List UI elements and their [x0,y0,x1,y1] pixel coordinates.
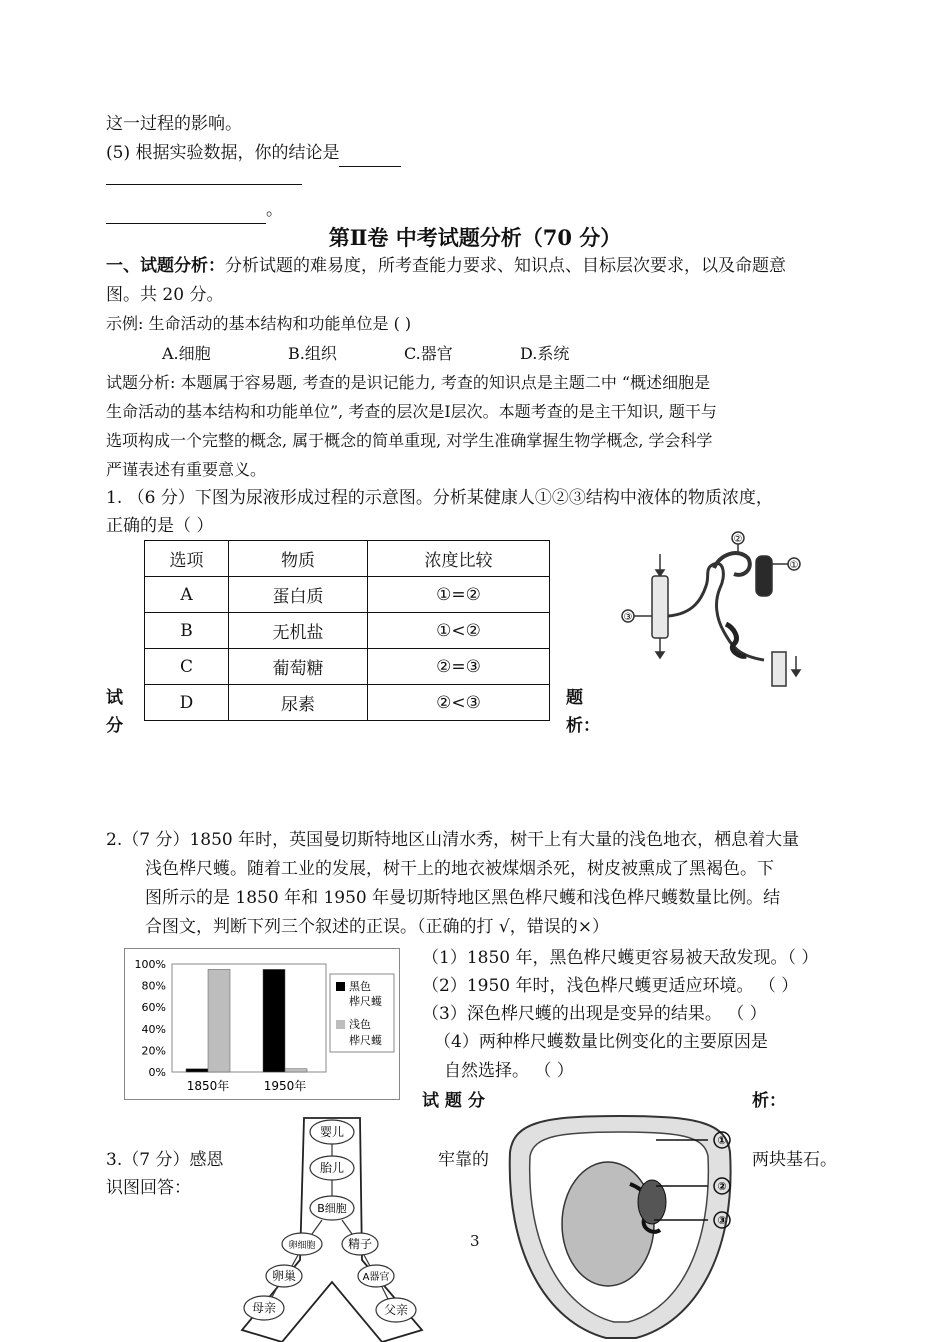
y-tick-label: 20% [141,1044,166,1058]
table-header: 物质 [229,541,368,577]
bar-light-1 [285,1069,307,1072]
renal-tubule [668,563,764,660]
uterus-fetus-diagram [496,1112,746,1342]
legend-label: 桦尺蠖 [349,995,382,1008]
period: 。 [266,200,283,220]
x-tick-label: 1850年 [186,1079,230,1093]
q2-stem: 浅色桦尺蠖。随着工业的发展，树干上的地衣被煤烟杀死，树皮被熏成了黑褐色。下 [145,859,774,879]
table-header: 选项 [145,541,229,577]
table-row [145,649,550,685]
answer-blank[interactable] [339,148,401,167]
node-label: 卵细胞 [288,1241,316,1251]
diagram-label: ① [717,1134,727,1147]
table-cell: A [145,577,229,613]
diagram-label: ② [717,1180,727,1193]
table-header-row [145,541,550,577]
table-cell: 尿素 [229,685,368,721]
example-option-b: B.组织 [288,344,337,363]
example-option-c: C.器官 [404,344,453,363]
table-cell: 无机盐 [229,613,368,649]
legend-label: 浅色 [349,1018,371,1031]
blood-vessel [756,556,772,596]
node-label: 父亲 [383,1303,409,1317]
q3-stem: 牢靠的 [438,1150,489,1170]
part1-line2: 图。共 20 分。 [106,285,224,305]
q2-stem: 2.（7 分）1850 年时，英国曼切斯特地区山清水秀，树干上有大量的浅色地衣，栖息着大量 [106,830,800,850]
example-option-a: A.细胞 [162,344,211,363]
y-tick-label: 60% [141,1001,166,1015]
example-stem: 示例: 生命活动的基本结构和功能单位是 ( ) [106,314,412,333]
q2-statement: （3）深色桦尺蠖的出现是变异的结果。 （ ） [422,1004,767,1024]
node-label: B细胞 [317,1202,347,1215]
nephron-diagram [614,528,810,698]
question-5-text: (5) 根据实验数据，你的结论是 [106,143,340,163]
diagram-label: ③ [717,1214,727,1227]
moth-ratio-chart [124,948,400,1100]
reproduction-tree-diagram [222,1110,442,1342]
example-analysis-line: 选项构成一个完整的概念, 属于概念的简单重现, 对学生准确掌握生物学概念, 学会科学 [106,431,713,450]
vessel-out [772,652,786,686]
q2-statement: （1）1850 年，黑色桦尺蠖更容易被天敌发现。（ ） [422,948,819,968]
q1-options-table [144,540,550,721]
arrow-head [656,570,664,576]
legend-label: 黑色 [349,980,371,993]
arrow-head [792,670,800,676]
bar-dark-0 [186,1069,208,1072]
y-tick-label: 80% [141,979,166,993]
bar-dark-1 [263,969,285,1072]
node-label: 胎儿 [319,1161,345,1175]
q1-stem: 1. （6 分）下图为尿液形成过程的示意图。分析某健康人①②③结构中液体的物质浓度， [106,488,773,508]
q3-stem: 两块基石。 [752,1150,837,1170]
legend-label: 桦尺蠖 [349,1034,382,1047]
table-cell: 葡萄糖 [229,649,368,685]
q2-statement: （2）1950 年时，浅色桦尺蠖更适应环境。 （ ） [422,976,799,996]
q2-analysis-label: 试 题 分 [422,1091,485,1111]
legend-swatch-light [336,1020,345,1029]
y-tick-label: 0% [148,1066,166,1079]
section-title: 第Ⅱ卷 中考试题分析（70 分） [328,225,622,250]
collecting-duct [652,576,668,638]
table-cell: ②<③ [368,685,550,721]
node-label: 卵巢 [271,1269,297,1283]
fetus [562,1162,654,1286]
node-label: 婴儿 [319,1125,345,1139]
part1-desc: 分析试题的难易度，所考查能力要求、知识点、目标层次要求，以及命题意 [225,256,786,276]
table-header: 浓度比较 [368,541,550,577]
example-analysis-line: 试题分析: 本题属于容易题, 考查的是识记能力, 考查的知识点是主题二中 “概述细胞是 [106,373,711,392]
example-analysis-line: 生命活动的基本结构和功能单位”, 考查的层次是I层次。本题考查的是主干知识, 题干与 [106,402,717,421]
table-cell: D [145,685,229,721]
q1-analysis-label: 试 [106,688,123,708]
y-tick-label: 100% [134,958,166,971]
q1-analysis-label: 分 [106,716,123,736]
node-label: 母亲 [251,1301,277,1315]
table-cell: ①<② [368,613,550,649]
q2-stem: 合图文，判断下列三个叙述的正误。（正确的打 √，错误的×） [145,917,609,937]
q3-stem: 识图回答： [106,1178,191,1198]
x-tick-label: 1950年 [263,1079,307,1093]
table-cell: C [145,649,229,685]
arrow-head [656,652,664,658]
answer-blank[interactable] [106,184,302,185]
example-option-d: D.系统 [520,344,570,363]
diagram-label: ① [789,560,799,571]
q1-analysis-label: 题 [566,688,583,708]
table-row [145,685,550,721]
legend-swatch-dark [336,982,345,991]
part1-heading: 一、试题分析： [106,256,225,276]
table-cell: B [145,613,229,649]
diagram-label: ② [733,534,743,545]
answer-line-last [106,196,283,224]
text-line: 这一过程的影响。 [106,114,242,134]
q2-analysis-label: 析： [752,1091,786,1111]
diagram-label: ③ [623,612,633,623]
page-number: 3 [470,1232,480,1250]
table-row [145,577,550,613]
bar-light-0 [208,969,230,1072]
table-cell: ①=② [368,577,550,613]
node-label: 精子 [347,1237,373,1251]
q3-stem: 3.（7 分）感恩 [106,1150,224,1170]
table-cell: ②=③ [368,649,550,685]
q2-statement: （4）两种桦尺蠖数量比例变化的主要原因是 [434,1032,768,1052]
y-tick-label: 40% [141,1022,166,1036]
table-cell: 蛋白质 [229,577,368,613]
question-5 [106,139,401,167]
example-analysis-line: 严谨表述有重要意义。 [106,460,267,479]
node-label: A器官 [362,1272,390,1283]
q1-stem-2: 正确的是（ ） [106,516,214,536]
table-row [145,613,550,649]
q2-statement: 自然选择。 （ ） [444,1061,574,1081]
q1-analysis-label: 析： [566,716,600,736]
part1-line1 [106,252,786,280]
q2-stem: 图所示的是 1850 年和 1950 年曼切斯特地区黑色桦尺蠖和浅色桦尺蠖数量比例。结 [145,888,781,908]
